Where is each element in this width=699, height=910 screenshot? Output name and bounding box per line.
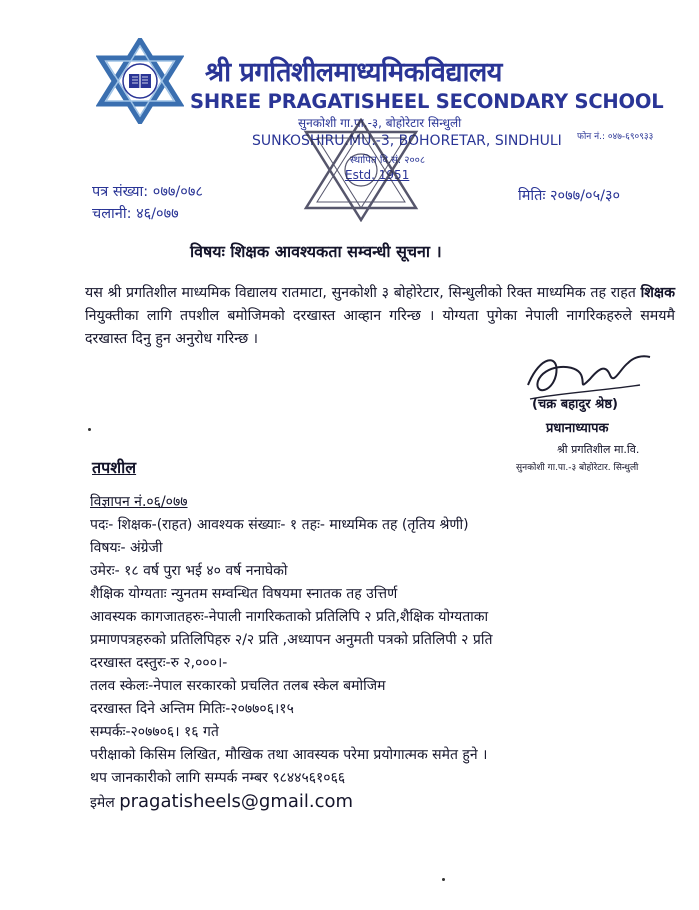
school-stamp-icon <box>302 118 420 222</box>
detail-line: उमेरः- १८ वर्ष पुरा भई ४० वर्ष ननाघेको <box>90 563 288 579</box>
detail-line: प्रमाणपत्रहरुको प्रतिलिपिहरु २/२ प्रति ,अध्यापन अनुमती पत्रको प्रतिलिपी २ प्रति <box>90 632 493 648</box>
email-label: इमेल <box>90 795 115 811</box>
signatory-name: (चक्र बहादुर श्रेष्ठ) <box>532 397 618 412</box>
letter-date: मितिः २०७७/०५/३० <box>518 188 621 204</box>
detail-line: थप जानकारीको लागि सम्पर्क नम्बर ९८४४५६१०६६ <box>90 770 346 786</box>
school-logo-icon <box>96 38 184 124</box>
detail-line: दरखास्त दस्तुरः-रु २,०००।- <box>90 655 228 671</box>
page-speck <box>88 428 91 431</box>
dispatch-number: चलानी: ४६/०७७ <box>92 206 179 222</box>
letter-subject: विषयः शिक्षक आवश्यकता सम्वन्धी सूचना । <box>190 242 442 261</box>
detail-line: विज्ञापन नं.०६/०७७ <box>90 494 188 510</box>
established-english: Estd. 1951 <box>345 168 410 182</box>
established-nepali: स्थापित वि.सं. २००८ <box>350 155 426 166</box>
signatory-address: सुनकोशी गा.पा.-३ बोहोरेटार. सिन्धुली <box>516 463 639 473</box>
email-address: pragatisheels@gmail.com <box>119 791 354 812</box>
detail-line: सम्पर्कः-२०७७०६। १६ गते <box>90 724 219 740</box>
page-speck <box>442 878 445 881</box>
detail-line: आवस्यक कागजातहरुः-नेपाली नागरिकताको प्रतिलिपि २ प्रति,शैक्षिक योग्यताका <box>90 609 489 625</box>
detail-line: विषयः- अंग्रेजी <box>90 540 163 556</box>
signatory-school: श्री प्रगतिशील मा.वि. <box>557 443 640 456</box>
body-text-bold: शिक्षक <box>640 285 675 301</box>
details-heading: तपशील <box>92 458 137 477</box>
body-text-part1: यस श्री प्रगतिशील माध्यमिक विद्यालय रातमाटा, सुनकोशी ३ बोहोरेटार, सिन्धुलीको रिक्त माध्यमिक तह राहत <box>85 285 636 301</box>
email-line <box>90 791 353 812</box>
detail-line: तलव स्केलः-नेपाल सरकारको प्रचलित तलब स्केल बमोजिम <box>90 678 386 694</box>
detail-line: परीक्षाको किसिम लिखित, मौखिक तथा आवस्यक परेमा प्रयोगात्मक समेत हुने । <box>90 747 488 763</box>
detail-line: दरखास्त दिने अन्तिम मितिः-२०७७०६।१५ <box>90 701 294 717</box>
school-name-english: SHREE PRAGATISHEEL SECONDARY SCHOOL <box>190 90 664 113</box>
school-name-nepali: श्री प्रगतिशीलमाध्यमिकविद्यालय <box>205 57 502 88</box>
school-address-english: SUNKOSHIRU.MU.-3, BOHORETAR, SINDHULI <box>252 133 562 149</box>
signatory-title: प्रधानाध्यापक <box>546 421 609 436</box>
detail-line: शैक्षिक योग्यताः न्युनतम सम्वन्धित विषयमा स्नातक तह उत्तिर्ण <box>90 586 398 602</box>
school-phone: फोन नं.: ०४७-६९०९३३ <box>577 132 654 142</box>
body-text-part2: नियुक्तीका लागि तपशील बमोजिमको दरखास्त आव्हान गरिन्छ । योग्यता पुगेका नेपाली नागरिकहरुले समयमै दरखास्त दिनु हुन अनुरोध गरिन्छ । <box>85 308 675 347</box>
school-address-nepali: सुनकोशी गा.पा.-३, बोहोरेटार सिन्धुली <box>298 116 462 130</box>
detail-line: पदः- शिक्षक-(राहत) आवश्यक संख्याः- १ तहः- माध्यमिक तह (तृतिय श्रेणी) <box>90 517 469 533</box>
reference-number: पत्र संख्या: ०७७/०७८ <box>92 184 203 200</box>
